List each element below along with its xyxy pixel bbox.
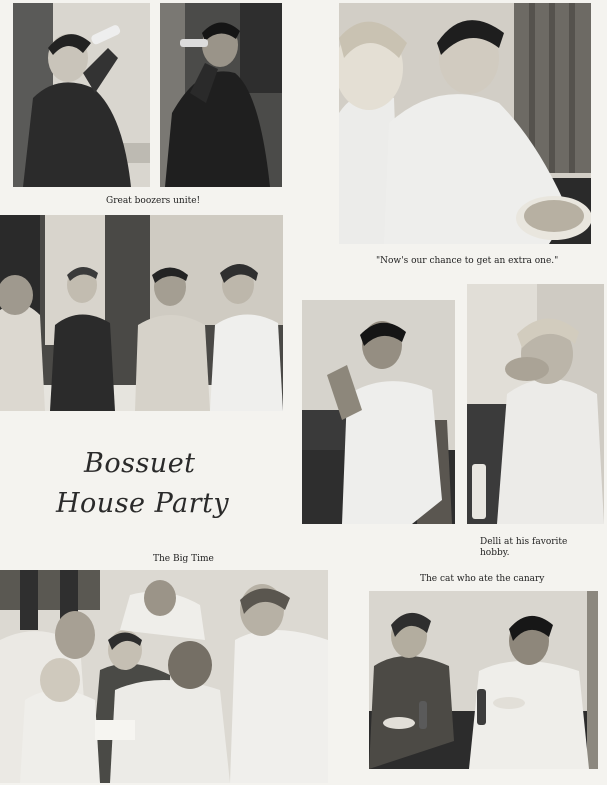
photo-cat-canary [369, 591, 598, 769]
photo-drinker-left [13, 3, 150, 187]
caption-cat: The cat who ate the canary [420, 574, 545, 584]
page-title-line2: House Party [56, 488, 230, 519]
photo-delli-table [302, 300, 455, 524]
caption-delli-line1: Delli at his favorite [480, 537, 568, 547]
photo-drinker-right [160, 3, 282, 187]
photo-pizza-pass [339, 3, 591, 244]
caption-big-time: The Big Time [153, 554, 214, 564]
caption-chance: "Now's our chance to get an extra one." [376, 256, 559, 266]
photo-eating-canary [467, 284, 604, 524]
photo-card-game [0, 570, 328, 783]
photo-group-eating [0, 215, 283, 411]
caption-delli-line2: hobby. [480, 548, 510, 558]
caption-boozers: Great boozers unite! [106, 196, 201, 206]
page-title-line1: Bossuet [84, 448, 196, 479]
